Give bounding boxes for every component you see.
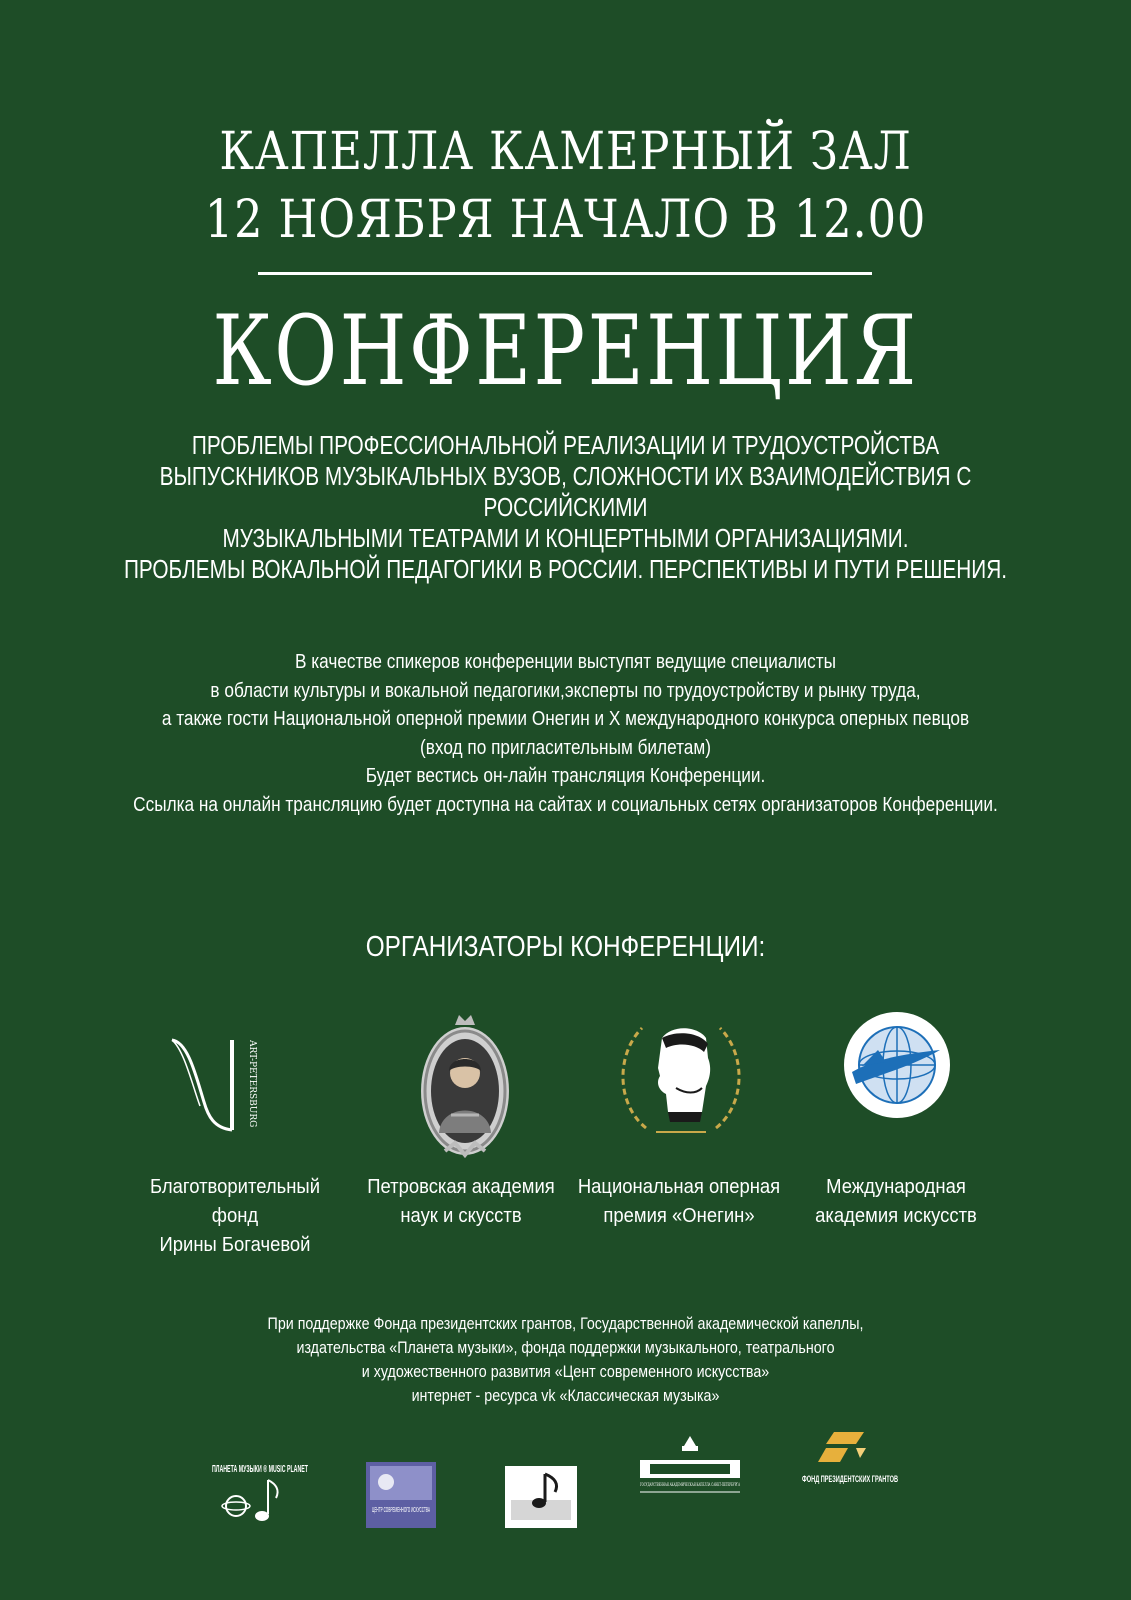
divider <box>258 272 872 275</box>
support-line: интернет - ресурса vk «Классическая музыка» <box>411 1386 720 1405</box>
date-time-line: 12 НОЯБРЯ НАЧАЛО В 12.00 <box>204 190 927 250</box>
presidential-grants-logo-text: ФОНД ПРЕЗИДЕНТСКИХ ГРАНТОВ <box>802 1474 899 1484</box>
info-line: Ссылка на онлайн трансляцию будет доступна на сайтах и социальных сетях организаторов Конференции. <box>133 792 998 816</box>
info-block <box>90 648 1040 820</box>
topic-line: ПРОБЛЕМЫ ВОКАЛЬНОЙ ПЕДАГОГИКИ В РОССИИ. ПЕРСПЕКТИВЫ И ПУТИ РЕШЕНИЯ. <box>123 554 1008 584</box>
organizer-name-line: академия искусств <box>815 1204 977 1227</box>
organizer-name-line: Петровская академия <box>367 1175 555 1198</box>
venue-block <box>79 118 1052 254</box>
topics-block <box>113 430 1018 585</box>
info-line: В качестве спикеров конференции выступят ведущие специалисты <box>294 650 837 673</box>
support-line: и художественного развития «Цент современного искусства» <box>361 1362 770 1381</box>
presidential-grants-logo-icon <box>798 1430 902 1508</box>
topic-line: ПРОБЛЕМЫ ПРОФЕССИОНАЛЬНОЙ РЕАЛИЗАЦИИ И ТРУДОУСТРОЙСТВА <box>191 430 940 460</box>
kapella-logo-icon <box>636 1434 819 1506</box>
organizer-name-line: Ирины Богачевой <box>159 1233 311 1256</box>
organizer-caption <box>571 1172 787 1230</box>
contemporary-art-center-logo-icon <box>366 1462 436 1528</box>
organizer-name-line: Благотворительный фонд <box>149 1175 321 1227</box>
topic-line: ВЫПУСКНИКОВ МУЗЫКАЛЬНЫХ ВУЗОВ, СЛОЖНОСТИ ИХ ВЗАИМОДЕЙСТВИЯ С РОССИЙСКИМИ <box>159 461 972 522</box>
info-line: (вход по пригласительным билетам) <box>420 735 711 759</box>
info-line: в области культуры и вокальной педагогики,эксперты по трудоустройству и рынку труда, <box>210 678 921 702</box>
support-line: издательства «Планета музыки», фонда поддержки музыкального, театрального <box>296 1338 835 1357</box>
organizers-heading: ОРГАНИЗАТОРЫ КОНФЕРЕНЦИИ: <box>365 931 766 963</box>
organizer-caption <box>788 1172 1004 1230</box>
support-block <box>90 1312 1040 1408</box>
info-line: а также гости Национальной оперной премии Онегин и X международного конкурса оперных певцов <box>161 707 970 731</box>
organizer-name-line: Международная <box>826 1175 966 1198</box>
info-line: Будет вестись он-лайн трансляция Конференции. <box>365 764 766 788</box>
organizer-name-line: премия «Онегин» <box>603 1204 755 1227</box>
organizer-name-line: наук и скусств <box>400 1204 522 1227</box>
art-petersburg-logo-icon <box>170 1036 280 1136</box>
art-petersburg-logo-text: ART-PETERSBURG <box>247 1040 257 1128</box>
classical-music-logo-icon <box>505 1466 577 1528</box>
topic-line: МУЗЫКАЛЬНЫМИ ТЕАТРАМИ И КОНЦЕРТНЫМИ ОРГАНИЗАЦИЯМИ. <box>222 523 909 553</box>
organizer-caption <box>353 1172 569 1230</box>
onegin-laurel-emblem-icon <box>616 1014 746 1144</box>
support-line: При поддержке Фонда президентских грантов, Государственной академической капеллы, <box>267 1314 864 1333</box>
organizer-name-line: Национальная оперная <box>577 1175 781 1198</box>
venue-line: КАПЕЛЛА КАМЕРНЫЙ ЗАЛ <box>219 122 912 182</box>
organizer-caption <box>127 1172 343 1259</box>
kapella-logo-text: ГОСУДАРСТВЕННАЯ АКАДЕМИЧЕСКАЯ КАПЕЛЛА САНКТ-ПЕТЕРБУРГА <box>640 1483 819 1488</box>
globe-emblem-icon <box>842 1010 952 1120</box>
contemporary-art-center-logo-text: ЦЕНТР СОВРЕМЕННОГО ИСКУССТВА <box>372 1507 431 1514</box>
planet-music-logo-text: ПЛАНЕТА МУЗЫКИ ® MUSIC PLANET <box>212 1464 308 1475</box>
page-title: КОНФЕРЕНЦИЯ <box>212 295 919 407</box>
peter-portrait-medallion-icon <box>415 1015 515 1163</box>
planet-music-logo-icon <box>210 1458 310 1528</box>
